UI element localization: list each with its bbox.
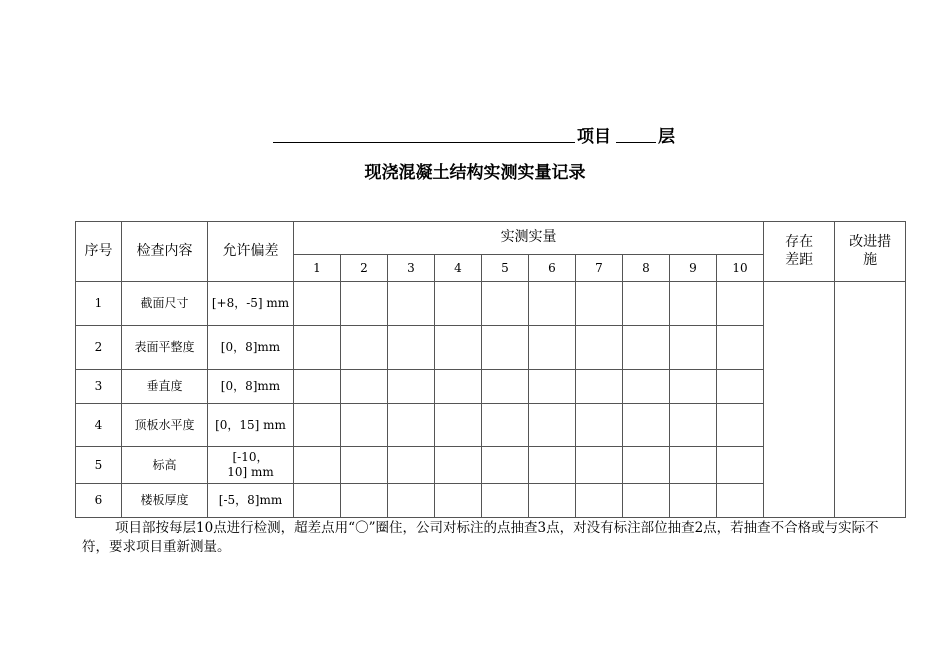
measurement-cell[interactable] [341, 326, 388, 370]
row-tolerance: [+8，-5] mm [208, 282, 294, 326]
measurement-cell[interactable] [670, 447, 717, 484]
row-seq: 1 [76, 282, 122, 326]
measurement-cell[interactable] [294, 404, 341, 447]
row-tolerance: [0，15] mm [208, 404, 294, 447]
measurement-cell[interactable] [435, 370, 482, 404]
measurement-cell[interactable] [623, 282, 670, 326]
improve-cell[interactable] [835, 282, 906, 518]
header-item: 检查内容 [122, 222, 208, 282]
measurement-cell[interactable] [670, 370, 717, 404]
measurement-cell[interactable] [341, 484, 388, 518]
measurement-cell[interactable] [623, 404, 670, 447]
project-label: 项目 [577, 127, 611, 147]
row-seq: 2 [76, 326, 122, 370]
point-number-header: 1 [294, 255, 341, 282]
measurement-cell[interactable] [529, 447, 576, 484]
point-number-header: 7 [576, 255, 623, 282]
measurement-cell[interactable] [294, 370, 341, 404]
row-item: 标高 [122, 447, 208, 484]
measurement-table [75, 221, 906, 518]
header-improve: 改进措施 [835, 222, 906, 282]
floor-number-blank [616, 142, 656, 143]
measurement-cell[interactable] [529, 404, 576, 447]
table-row [76, 282, 906, 326]
point-number-header: 6 [529, 255, 576, 282]
measurement-cell[interactable] [717, 282, 764, 326]
page-title: 现浇混凝土结构实测实量记录 [364, 163, 586, 183]
measurement-cell[interactable] [670, 282, 717, 326]
measurement-cell[interactable] [529, 282, 576, 326]
row-item: 截面尺寸 [122, 282, 208, 326]
measurement-cell[interactable] [341, 404, 388, 447]
measurement-cell[interactable] [341, 370, 388, 404]
gap-cell[interactable] [764, 282, 835, 518]
row-seq: 6 [76, 484, 122, 518]
point-number-header: 2 [341, 255, 388, 282]
measurement-cell[interactable] [388, 370, 435, 404]
project-floor-line [273, 120, 693, 148]
measurement-cell[interactable] [717, 370, 764, 404]
measurement-cell[interactable] [388, 326, 435, 370]
point-number-header: 3 [388, 255, 435, 282]
measurement-cell[interactable] [529, 370, 576, 404]
header-seq: 序号 [76, 222, 122, 282]
measurement-cell[interactable] [529, 484, 576, 518]
inspection-note: 项目部按每层10点进行检测，超差点用“〇”圈住，公司对标注的点抽查3点，对没有标注部位抽查2点，若抽查不合格或与实际不符，要求项目重新测量。 [82, 520, 879, 555]
measurement-cell[interactable] [482, 447, 529, 484]
header-tolerance: 允许偏差 [208, 222, 294, 282]
row-item: 顶板水平度 [122, 404, 208, 447]
measurement-cell[interactable] [576, 484, 623, 518]
row-item: 楼板厚度 [122, 484, 208, 518]
row-tolerance: [-10，10] mm [208, 447, 294, 484]
row-seq: 4 [76, 404, 122, 447]
measurement-cell[interactable] [717, 404, 764, 447]
point-number-header: 4 [435, 255, 482, 282]
measurement-cell[interactable] [482, 404, 529, 447]
row-seq: 5 [76, 447, 122, 484]
measurement-cell[interactable] [294, 326, 341, 370]
measurement-cell[interactable] [623, 447, 670, 484]
measurement-cell[interactable] [482, 484, 529, 518]
row-seq: 3 [76, 370, 122, 404]
measurement-cell[interactable] [435, 484, 482, 518]
measurement-cell[interactable] [623, 370, 670, 404]
measurement-cell[interactable] [670, 326, 717, 370]
measurement-cell[interactable] [576, 404, 623, 447]
row-tolerance: [0，8]mm [208, 370, 294, 404]
measurement-cell[interactable] [670, 484, 717, 518]
measurement-cell[interactable] [717, 447, 764, 484]
row-item: 垂直度 [122, 370, 208, 404]
measurement-cell[interactable] [529, 326, 576, 370]
measurement-cell[interactable] [435, 282, 482, 326]
measurement-cell[interactable] [576, 370, 623, 404]
measurement-cell[interactable] [576, 282, 623, 326]
measurement-cell[interactable] [435, 326, 482, 370]
measurement-cell[interactable] [717, 326, 764, 370]
measurement-cell[interactable] [294, 282, 341, 326]
measurement-cell[interactable] [388, 404, 435, 447]
measurement-cell[interactable] [482, 282, 529, 326]
project-name-blank [273, 142, 575, 143]
point-number-header: 9 [670, 255, 717, 282]
row-tolerance: [0，8]mm [208, 326, 294, 370]
measurement-cell[interactable] [435, 447, 482, 484]
measurement-cell[interactable] [717, 484, 764, 518]
header-measurement: 实测实量 [294, 222, 764, 255]
measurement-cell[interactable] [623, 326, 670, 370]
measurement-cell[interactable] [341, 447, 388, 484]
measurement-cell[interactable] [670, 404, 717, 447]
point-number-header: 5 [482, 255, 529, 282]
measurement-cell[interactable] [388, 447, 435, 484]
measurement-cell[interactable] [294, 447, 341, 484]
measurement-cell[interactable] [435, 404, 482, 447]
measurement-cell[interactable] [576, 447, 623, 484]
point-number-header: 8 [623, 255, 670, 282]
measurement-cell[interactable] [294, 484, 341, 518]
measurement-cell[interactable] [388, 484, 435, 518]
measurement-cell[interactable] [388, 282, 435, 326]
measurement-cell[interactable] [341, 282, 388, 326]
header-gap: 存在差距 [764, 222, 835, 282]
point-number-header: 10 [717, 255, 764, 282]
row-tolerance: [-5，8]mm [208, 484, 294, 518]
measurement-cell[interactable] [482, 370, 529, 404]
floor-label: 层 [658, 127, 675, 147]
row-item: 表面平整度 [122, 326, 208, 370]
measurement-cell[interactable] [623, 484, 670, 518]
measurement-cell[interactable] [482, 326, 529, 370]
measurement-cell[interactable] [576, 326, 623, 370]
